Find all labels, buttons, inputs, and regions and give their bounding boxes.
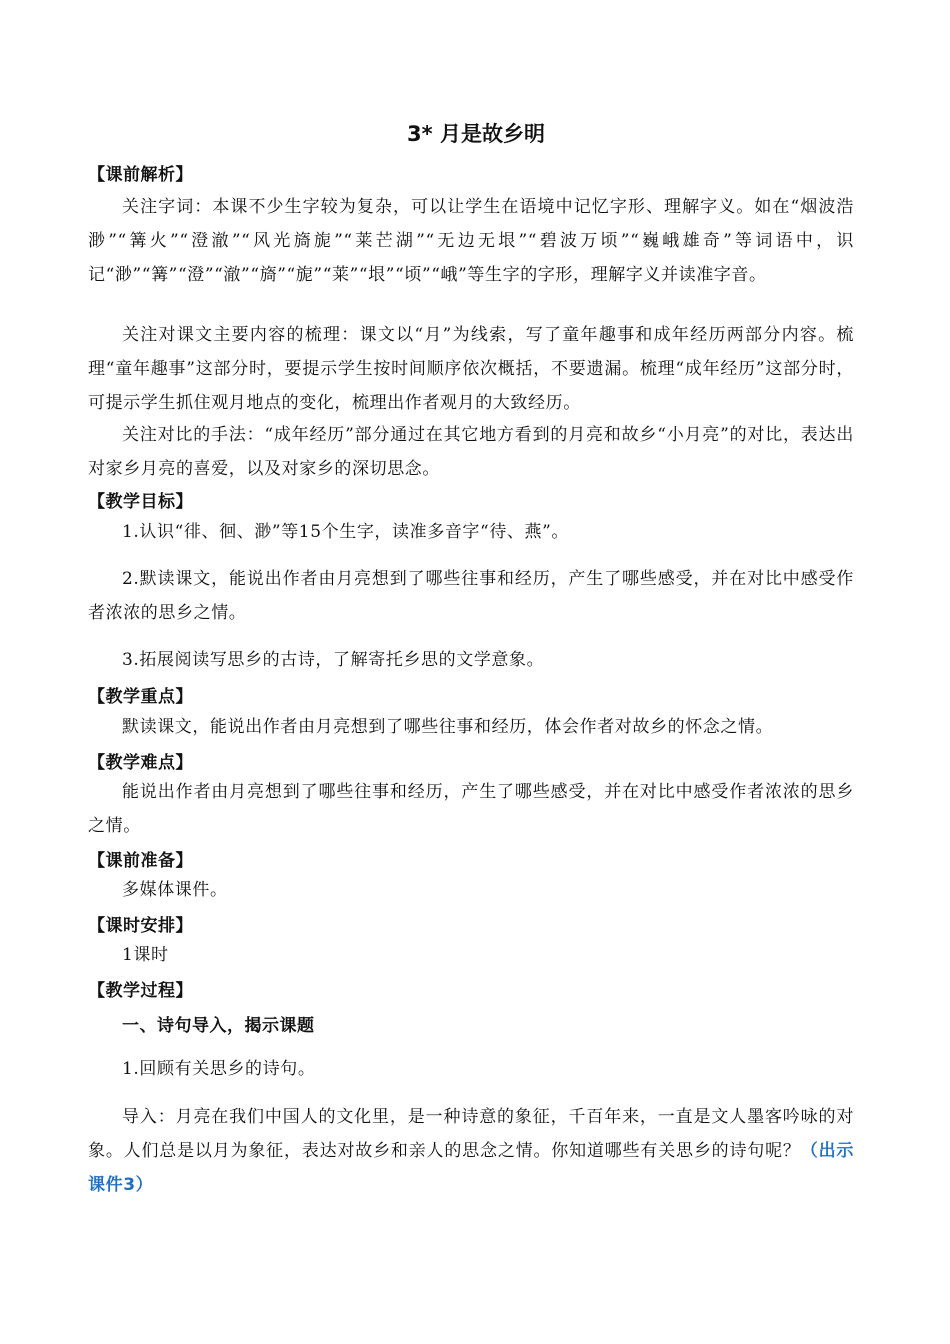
section-heading-key-points: 【教学重点】 (88, 687, 193, 707)
difficulties-text: 能说出作者由月亮想到了哪些往事和经历，产生了哪些感受，并在对比中感受作者浓浓的思乡之情。 (88, 782, 854, 836)
section-heading-difficulties: 【教学难点】 (88, 753, 193, 773)
schedule-text: 1课时 (122, 945, 169, 965)
section-heading-preparation: 【课前准备】 (88, 851, 193, 871)
analysis-paragraph-1: 关注字词：本课不少生字较为复杂，可以让学生在语境中记忆字形、理解字义。如在“烟波浩渺”“篝火”“澄澈”“风光旖旎”“莱芒湖”“无边无垠”“碧波万顷”“巍峨雄奇”等词语中，识记“渺”“篝”“澄”“澈”“旖”“旎”“莱”“垠”“顷”“峨”等生字的字形，理解字义并读准字音。 (88, 197, 854, 285)
process-step-1: 1.回顾有关思乡的诗句。 (122, 1059, 316, 1079)
page-title: 3* 月是故乡明 (407, 122, 545, 146)
goal-2: 2.默读课文，能说出作者由月亮想到了哪些往事和经历，产生了哪些感受，并在对比中感受作者浓浓的思乡之情。 (88, 569, 854, 623)
process-intro-paragraph (88, 1100, 854, 1202)
section-heading-analysis: 【课前解析】 (88, 165, 193, 185)
analysis-paragraph-3: 关注对比的手法：“成年经历”部分通过在其它地方看到的月亮和故乡“小月亮”的对比，表达出对家乡月亮的喜爱，以及对家乡的深切思念。 (88, 425, 854, 479)
section-heading-schedule: 【课时安排】 (88, 916, 193, 936)
process-subheading-1: 一、诗句导入，揭示课题 (122, 1016, 315, 1036)
section-heading-process: 【教学过程】 (88, 981, 193, 1001)
key-points-text: 默读课文，能说出作者由月亮想到了哪些往事和经历，体会作者对故乡的怀念之情。 (122, 717, 774, 737)
courseware-note: （出示课件3） (88, 1141, 854, 1195)
analysis-paragraph-2: 关注对课文主要内容的梳理：课文以“月”为线索，写了童年趣事和成年经历两部分内容。梳理“童年趣事”这部分时，要提示学生按时间顺序依次概括，不要遗漏。梳理“成年经历”这部分时，可提示学生抓住观月地点的变化，梳理出作者观月的大致经历。 (88, 325, 854, 413)
section-heading-goals: 【教学目标】 (88, 492, 193, 512)
goal-3: 3.拓展阅读写思乡的古诗，了解寄托乡思的文学意象。 (122, 650, 545, 670)
goal-1: 1.认识“徘、徊、渺”等15个生字，读准多音字“待、燕”。 (122, 522, 570, 542)
process-intro-text: 导入：月亮在我们中国人的文化里，是一种诗意的象征，千百年来，一直是文人墨客吟咏的对象。人们总是以月为象征，表达对故乡和亲人的思念之情。你知道哪些有关思乡的诗句呢？ (88, 1107, 854, 1161)
preparation-text: 多媒体课件。 (122, 880, 228, 900)
